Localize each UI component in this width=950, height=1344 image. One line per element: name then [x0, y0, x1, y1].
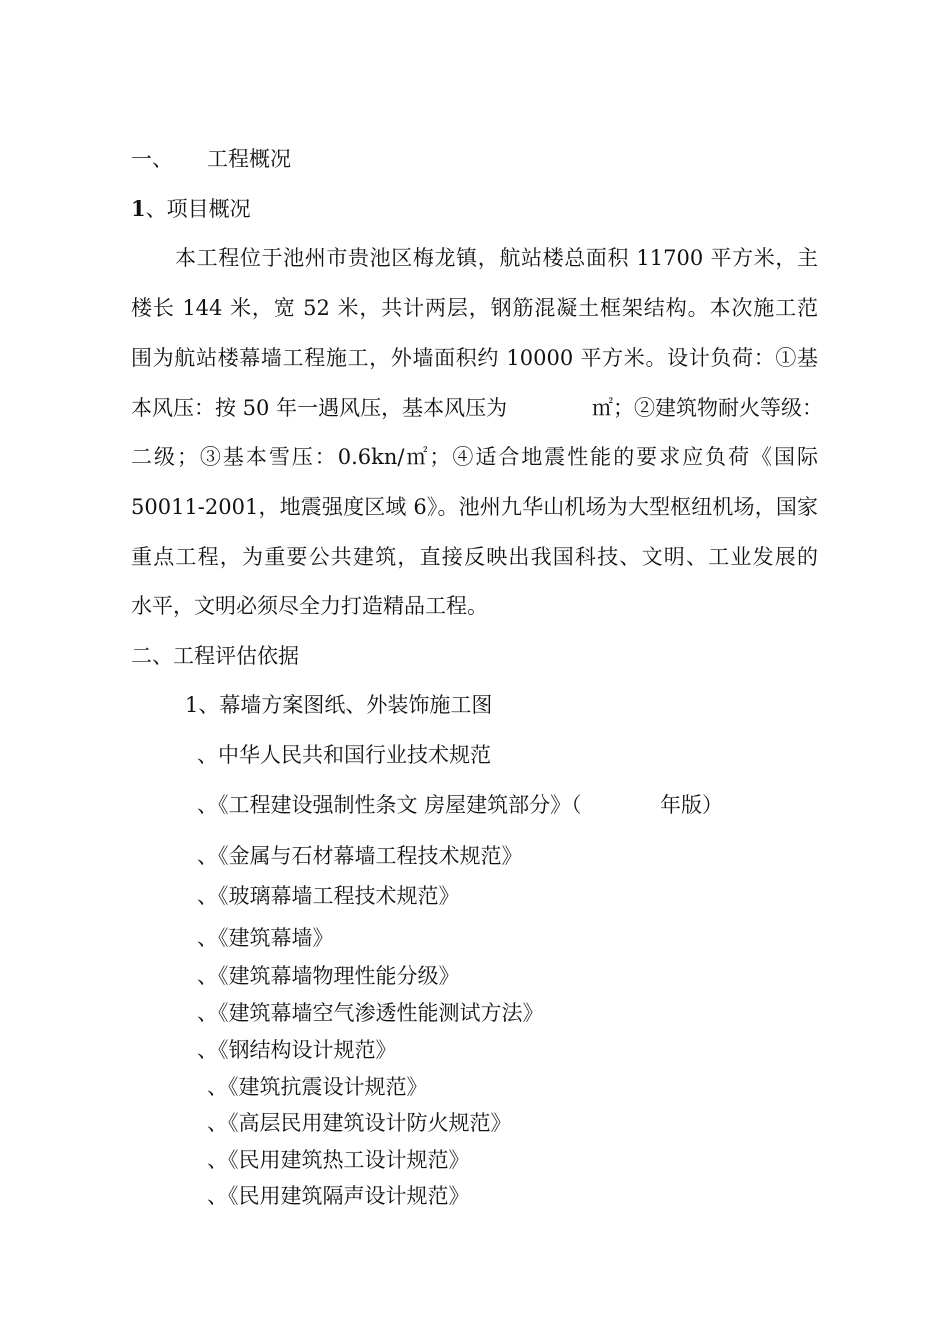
basis-item-7: 、《建筑幕墙物理性能分级》 [197, 964, 460, 988]
section-heading-1-number: 一、 [131, 147, 173, 171]
subsection-number: 1 [131, 196, 146, 221]
overview-line-4b: ㎡；②建筑物耐火等级： [592, 396, 823, 420]
overview-line-8: 水平，文明必须尽全力打造精品工程。 [131, 594, 488, 618]
overview-line-5: 二级；③基本雪压：0.6kn/㎡；④适合地震性能的要求应负荷《国际 [131, 445, 818, 469]
section-heading-1 [131, 146, 291, 172]
basis-item-1: 1、幕墙方案图纸、外装饰施工图 [185, 693, 493, 717]
basis-item-9: 、《钢结构设计规范》 [197, 1038, 397, 1062]
basis-item-10: 、《建筑抗震设计规范》 [207, 1075, 428, 1099]
basis-item-3a: 、《工程建设强制性条文 房屋建筑部分》（ [197, 793, 582, 817]
overview-line-6: 50011-2001，地震强度区域 6》。池州九华山机场为大型枢纽机场，国家 [131, 495, 818, 519]
basis-item-4: 、《金属与石材幕墙工程技术规范》 [197, 844, 523, 868]
basis-item-6: 、《建筑幕墙》 [197, 926, 334, 950]
overview-line-4a: 本风压：按 50 年一遇风压，基本风压为 [131, 396, 508, 420]
overview-line-7: 重点工程，为重要公共建筑，直接反映出我国科技、文明、工业发展的 [131, 545, 818, 569]
basis-item-13: 、《民用建筑隔声设计规范》 [207, 1184, 470, 1208]
subsection-title: 、项目概况 [145, 197, 251, 221]
subsection-heading-1 [131, 196, 251, 222]
basis-item-2: 、中华人民共和国行业技术规范 [197, 743, 491, 767]
basis-item-5: 、《玻璃幕墙工程技术规范》 [197, 884, 460, 908]
basis-item-8: 、《建筑幕墙空气渗透性能测试方法》 [197, 1001, 544, 1025]
basis-item-3b: 年版） [660, 793, 723, 817]
section-heading-2: 二、工程评估依据 [131, 644, 299, 668]
overview-line-1: 本工程位于池州市贵池区梅龙镇，航站楼总面积 11700 平方米，主 [175, 246, 818, 270]
basis-item-12: 、《民用建筑热工设计规范》 [207, 1148, 470, 1172]
section-heading-1-title: 工程概况 [207, 147, 291, 171]
basis-item-11: 、《高层民用建筑设计防火规范》 [207, 1111, 512, 1135]
overview-line-3: 围为航站楼幕墙工程施工，外墙面积约 10000 平方米。设计负荷：①基 [131, 346, 818, 370]
overview-line-2: 楼长 144 米，宽 52 米，共计两层，钢筋混凝土框架结构。本次施工范 [131, 296, 818, 320]
